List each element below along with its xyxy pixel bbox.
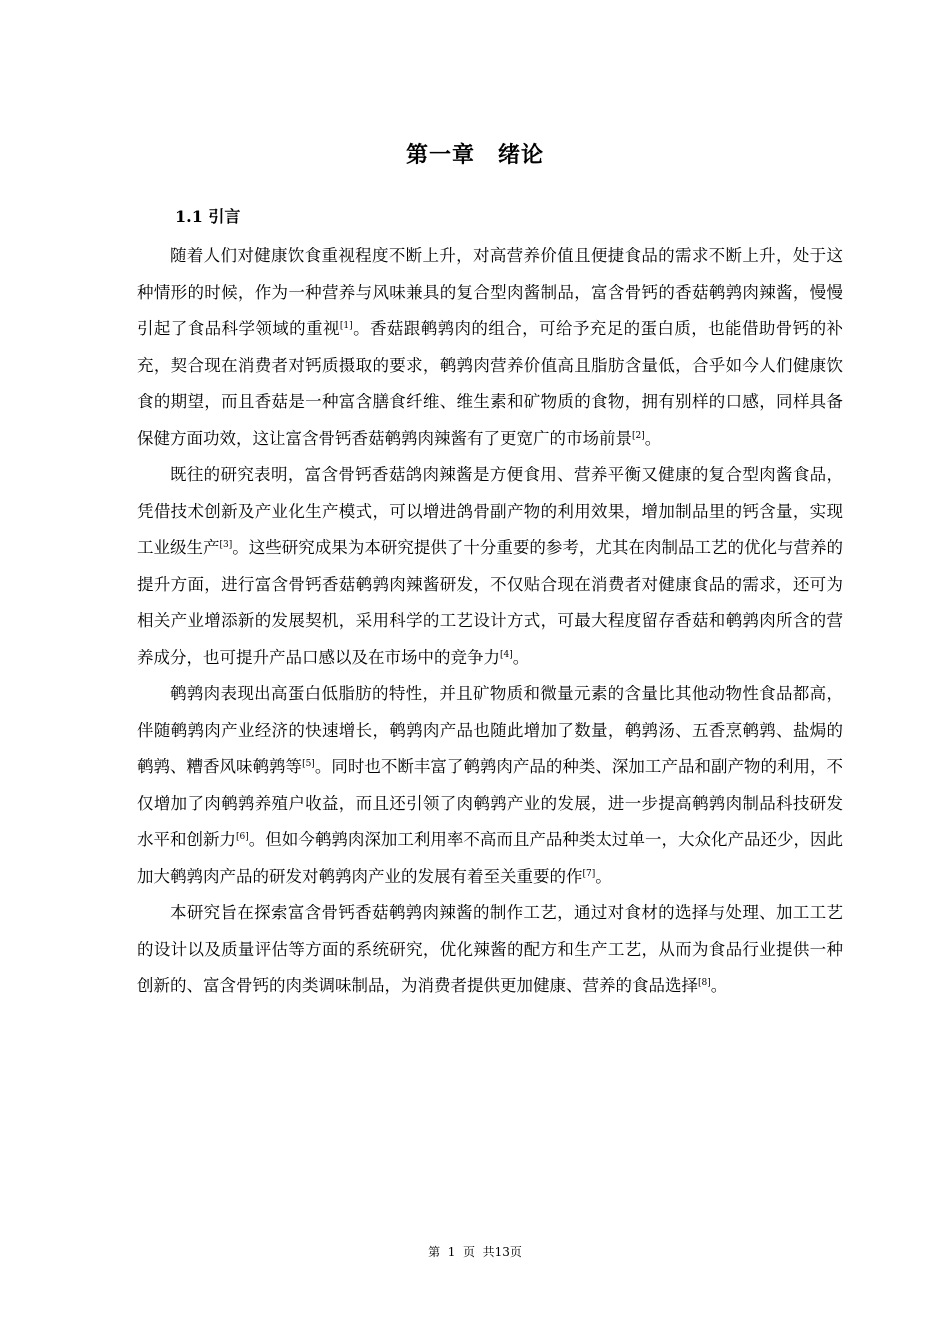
paragraph-text: 既往的研究表明，富含骨钙香菇鸽肉辣酱是方便食用、营养平衡又健康的复合型肉酱食品，凭借技术创新及产业化生产模式，可以增进鸽骨副产物的利用效果，增加制品里的钙含量，实现工业级生产 bbox=[137, 465, 843, 557]
paragraph bbox=[137, 457, 843, 676]
chapter-title: 第一章 绪论 bbox=[405, 143, 544, 168]
citation-ref: [8] bbox=[698, 978, 711, 988]
paragraph-text: 。同时也不断丰富了鹌鹑肉产品的种类、深加工产品和副产物的利用，不仅增加了肉鹌鹑养殖户收益，而且还引领了肉鹌鹑产业的发展，进一步提高鹌鹑肉制品科技研发水平和创新力 bbox=[137, 757, 844, 849]
page-footer bbox=[0, 1243, 950, 1260]
paragraph-text: 。 bbox=[512, 647, 530, 667]
paragraph-text: 本研究旨在探索富含骨钙香菇鹌鹑肉辣酱的制作工艺，通过对食材的选择与处理、加工工艺的设计以及质量评估等方面的系统研究，优化辣酱的配方和生产工艺，从而为食品行业提供一种创新的、富含骨钙的肉类调味制品，为消费者提供更加健康、营养的食品选择 bbox=[137, 903, 843, 995]
paragraph-text: 。香菇跟鹌鹑肉的组合，可给予充足的蛋白质，也能借助骨钙的补充，契合现在消费者对钙质摄取的要求，鹌鹑肉营养价值高且脂肪含量低，合乎如今人们健康饮食的期望，而且香菇是一种富含膳食纤维、维生素和矿物质的食物，拥有别样的口感，同样具备保健方面功效，这让富含骨钙香菇鹌鹑肉辣酱有了更宽广的市场前景 bbox=[137, 319, 844, 448]
citation-ref: [2] bbox=[632, 430, 645, 441]
paragraph bbox=[137, 238, 843, 457]
citation-ref: [4] bbox=[500, 649, 513, 660]
section-heading: 1.1 引言 bbox=[175, 207, 241, 226]
paragraph-text: 。这些研究成果为本研究提供了十分重要的参考，尤其在肉制品工艺的优化与营养的提升方面，进行富含骨钙香菇鹌鹑肉辣酱研发，不仅贴合现在消费者对健康食品的需求，还可为相关产业增添新的发展契机，采用科学的工艺设计方式，可最大程度留存香菇和鹌鹑肉所含的营养成分，也可提升产品口感以及在市场中的竞争力 bbox=[137, 538, 844, 667]
paragraph-text: 。 bbox=[644, 428, 662, 448]
paragraph-text: 随着人们对健康饮食重视程度不断上升，对高营养价值且便捷食品的需求不断上升，处于这种情形的时候，作为一种营养与风味兼具的复合型肉酱制品，富含骨钙的香菇鹌鹑肉辣酱，慢慢引起了食品科学领域的重视 bbox=[137, 246, 843, 338]
body-text bbox=[137, 238, 843, 1005]
citation-ref: [1] bbox=[339, 321, 353, 331]
paragraph-text: 。 bbox=[710, 976, 728, 995]
paragraph-text: 。但如今鹌鹑肉深加工利用率不高而且产品种类太过单一，大众化产品还少，因此加大鹌鹑肉产品的研发对鹌鹑肉产业的发展有着至关重要的作 bbox=[137, 830, 844, 886]
paragraph bbox=[137, 895, 843, 1005]
paragraph-text: 鹌鹑肉表现出高蛋白低脂肪的特性，并且矿物质和微量元素的含量比其他动物性食品都高，伴随鹌鹑肉产业经济的快速增长，鹌鹑肉产品也随此增加了数量，鹌鹑汤、五香烹鹌鹑、盐焗的鹌鹑、糟香风味鹌鹑等 bbox=[137, 684, 843, 776]
page-number-label: 第 1 页 共13页 bbox=[428, 1245, 522, 1259]
paragraph bbox=[137, 676, 843, 895]
paragraph-text: 。 bbox=[595, 866, 612, 886]
citation-ref: [7] bbox=[582, 868, 596, 879]
citation-ref: [5] bbox=[302, 759, 315, 769]
citation-ref: [3] bbox=[219, 540, 233, 550]
citation-ref: [6] bbox=[236, 832, 249, 842]
